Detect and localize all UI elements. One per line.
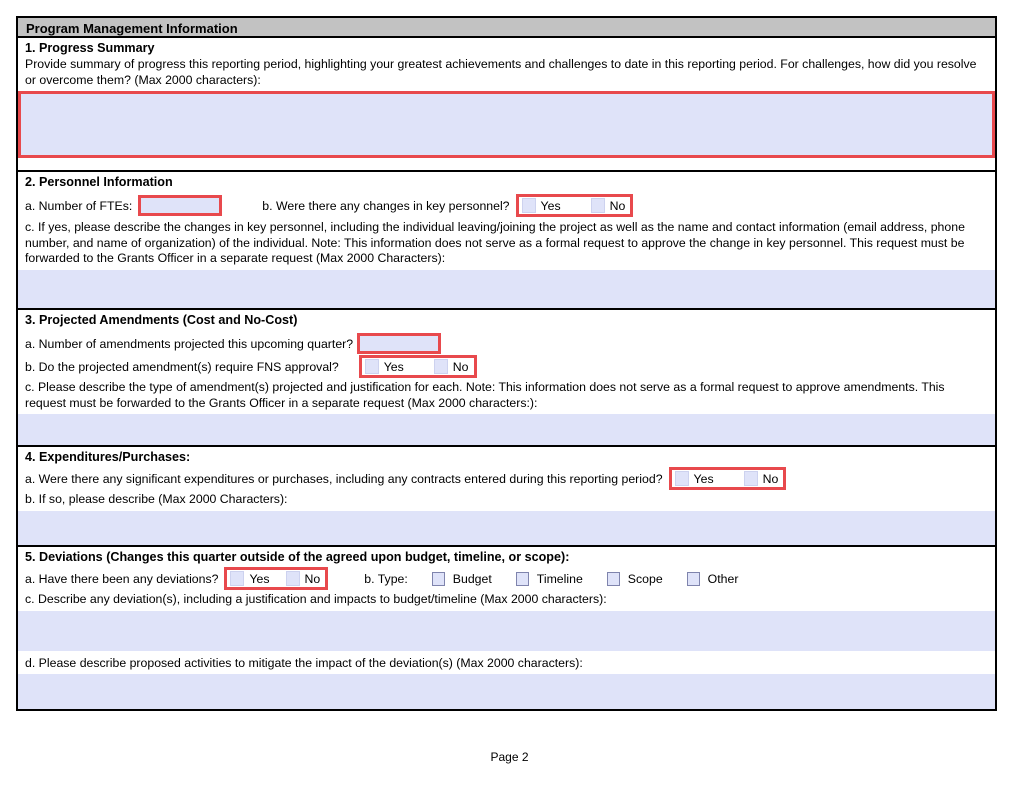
amendments-count-label: a. Number of amendments projected this upcoming quarter? xyxy=(25,336,354,351)
fns-approval-yes-checkbox[interactable] xyxy=(365,359,379,374)
no-label: No xyxy=(609,198,626,213)
section-deviations xyxy=(18,545,995,709)
type-item-budget xyxy=(432,572,492,586)
deviations-no-checkbox[interactable] xyxy=(286,571,300,586)
no-label: No xyxy=(452,359,469,374)
expenditures-yes-checkbox[interactable] xyxy=(675,471,689,486)
type-item-other xyxy=(687,572,739,586)
scope-label: Scope xyxy=(627,571,663,586)
budget-checkbox[interactable] xyxy=(432,572,445,586)
form-title: Program Management Information xyxy=(26,21,238,36)
deviation-describe-label: c. Describe any deviation(s), including a justification and impacts to budget/timeline (Max 2000 characters): xyxy=(25,592,607,606)
timeline-label: Timeline xyxy=(536,571,583,586)
progress-summary-textarea[interactable] xyxy=(18,91,995,158)
type-item-timeline xyxy=(516,572,583,586)
budget-label: Budget xyxy=(452,571,492,586)
scope-checkbox[interactable] xyxy=(607,572,620,586)
section-projected-amendments xyxy=(18,308,995,445)
deviations-yes-checkbox[interactable] xyxy=(230,571,244,586)
form-header xyxy=(18,18,995,38)
yes-label: Yes xyxy=(540,198,561,213)
expenditures-describe-textarea[interactable] xyxy=(18,511,995,546)
key-personnel-changes-yesno xyxy=(516,194,634,217)
amendments-describe-textarea[interactable] xyxy=(18,414,995,445)
deviation-describe-textarea[interactable] xyxy=(18,611,995,651)
key-personnel-yes-checkbox[interactable] xyxy=(522,198,536,213)
deviations-yesno xyxy=(224,567,328,590)
section-4-title: 4. Expenditures/Purchases: xyxy=(25,450,191,464)
deviations-question-label: a. Have there been any deviations? xyxy=(25,571,219,586)
other-checkbox[interactable] xyxy=(687,572,700,586)
section-progress-summary xyxy=(18,38,995,170)
deviation-type-label: b. Type: xyxy=(364,571,408,586)
section-1-title: 1. Progress Summary xyxy=(25,41,155,55)
section-expenditures-purchases xyxy=(18,445,995,545)
page-number: Page 2 xyxy=(490,750,529,764)
deviation-mitigation-textarea[interactable] xyxy=(18,674,995,709)
section-personnel-information xyxy=(18,170,995,308)
key-personnel-no-checkbox[interactable] xyxy=(591,198,605,213)
yes-label: Yes xyxy=(249,571,270,586)
other-label: Other xyxy=(707,571,739,586)
amendments-describe-label: c. Please describe the type of amendment(s) projected and justification for each. Note: This information does not serve as a formal request to approve amendments. This request must be forwarded to the Grants Officer in a separate request (Max 2000 characters:): xyxy=(25,380,945,410)
timeline-checkbox[interactable] xyxy=(516,572,529,586)
expenditures-question-label: a. Were there any significant expenditures or purchases, including any contracts entered during this reporting period? xyxy=(25,471,663,486)
program-management-form xyxy=(16,16,997,711)
fns-approval-no-checkbox[interactable] xyxy=(434,359,448,374)
key-personnel-describe-textarea[interactable] xyxy=(18,270,995,309)
deviation-type-group xyxy=(408,572,739,586)
amendments-count-input[interactable] xyxy=(357,333,441,354)
deviation-mitigation-label: d. Please describe proposed activities to mitigate the impact of the deviation(s) (Max 2000 characters): xyxy=(25,655,583,670)
section-1-description: Provide summary of progress this reporting period, highlighting your greatest achievements and challenges to date in this reporting period. For challenges, how did you resolve or overcome them? (Max 2000 characters): xyxy=(25,57,977,87)
ftes-label: a. Number of FTEs: xyxy=(25,198,133,213)
ftes-input[interactable] xyxy=(138,195,222,216)
yes-label: Yes xyxy=(383,359,404,374)
yes-label: Yes xyxy=(693,471,714,486)
section-3-title: 3. Projected Amendments (Cost and No-Cost) xyxy=(25,313,298,327)
section-2-title: 2. Personnel Information xyxy=(25,175,173,189)
expenditures-no-checkbox[interactable] xyxy=(744,471,758,486)
expenditures-describe-label: b. If so, please describe (Max 2000 Characters): xyxy=(25,492,288,506)
expenditures-yesno xyxy=(669,467,787,490)
type-item-scope xyxy=(607,572,663,586)
no-label: No xyxy=(762,471,779,486)
fns-approval-label: b. Do the projected amendment(s) require FNS approval? xyxy=(25,359,339,374)
key-personnel-changes-label: b. Were there any changes in key personnel? xyxy=(262,198,510,213)
fns-approval-yesno xyxy=(359,355,477,378)
key-personnel-describe-label: c. If yes, please describe the changes in key personnel, including the individual leaving/joining the project as well as the name and contact information (email address, phone number, and name of organization) of the individual. Note: This information does not serve as a formal request to approve the change in key personnel. This request must be forwarded to the Grants Officer in a separate request (Max 2000 Characters): xyxy=(25,220,965,265)
no-label: No xyxy=(304,571,321,586)
section-5-title: 5. Deviations (Changes this quarter outside of the agreed upon budget, timeline, or scope): xyxy=(25,550,570,564)
